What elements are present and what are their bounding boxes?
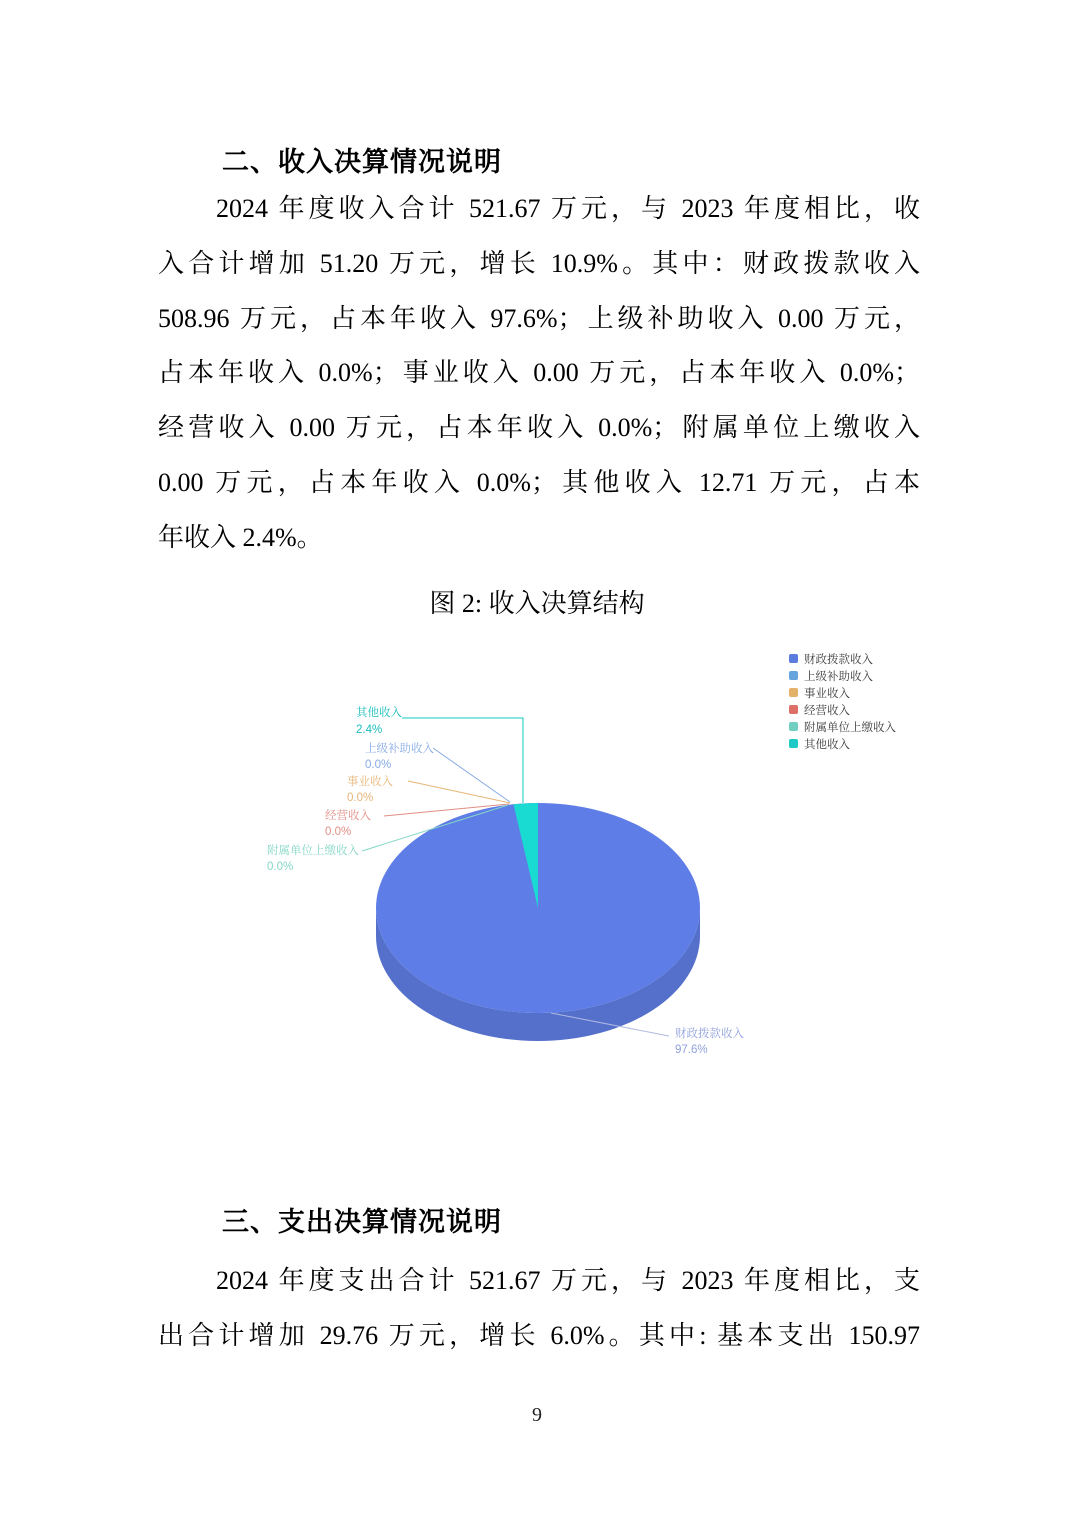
legend-item-operating-income bbox=[789, 704, 896, 715]
pie-label-operating-income-pct: 0.0% bbox=[325, 826, 352, 838]
income-paragraph-line: 0.00 万元，占本年收入 0.0%；其他收入 12.71 万元，占本 bbox=[158, 468, 920, 497]
legend-label: 财政拨款收入 bbox=[804, 653, 873, 666]
page-number: 9 bbox=[532, 1404, 542, 1426]
legend-item-fiscal-appropriation bbox=[789, 653, 896, 664]
pie-label-operating-income: 经营收入 bbox=[325, 810, 371, 822]
legend-label: 附属单位上缴收入 bbox=[804, 721, 896, 734]
legend-item-business-income bbox=[789, 687, 896, 698]
section-income-heading: 二、收入决算情况说明 bbox=[222, 147, 502, 177]
legend-swatch bbox=[789, 705, 798, 714]
legend-label: 上级补助收入 bbox=[804, 670, 873, 683]
leader-line-business-income bbox=[408, 781, 510, 803]
legend-swatch bbox=[789, 671, 798, 680]
legend-item-other-income bbox=[789, 738, 896, 749]
legend-swatch bbox=[789, 739, 798, 748]
income-paragraph-line: 2024 年度收入合计 521.67 万元，与 2023 年度相比，收 bbox=[216, 194, 920, 223]
income-paragraph-line: 年收入 2.4%。 bbox=[158, 523, 323, 552]
expense-paragraph-line: 2024 年度支出合计 521.67 万元，与 2023 年度相比，支 bbox=[216, 1266, 920, 1295]
income-paragraph-line: 入合计增加 51.20 万元，增长 10.9%。其中：财政拨款收入 bbox=[158, 249, 920, 278]
legend-swatch bbox=[789, 722, 798, 731]
legend-item-superior-subsidy bbox=[789, 670, 896, 681]
legend-swatch bbox=[789, 654, 798, 663]
pie-label-fiscal-appropriation-pct: 97.6% bbox=[675, 1044, 708, 1056]
income-paragraph-line: 经营收入 0.00 万元，占本年收入 0.0%；附属单位上缴收入 bbox=[158, 413, 920, 442]
leader-line-superior-subsidy bbox=[433, 748, 510, 802]
income-paragraph-line: 占本年收入 0.0%；事业收入 0.00 万元，占本年收入 0.0%； bbox=[158, 358, 920, 387]
legend-label: 事业收入 bbox=[804, 687, 850, 700]
pie-label-superior-subsidy: 上级补助收入 bbox=[365, 743, 434, 755]
pie-label-business-income-pct: 0.0% bbox=[347, 792, 374, 804]
leader-line-other-income bbox=[402, 718, 523, 803]
expense-paragraph-line: 出合计增加 29.76 万元，增长 6.0%。其中: 基本支出 150.97 bbox=[158, 1321, 920, 1350]
section-expense-heading: 三、支出决算情况说明 bbox=[222, 1207, 502, 1237]
pie-label-other-income: 其他收入 bbox=[356, 707, 402, 719]
figure-caption: 图 2: 收入决算结构 bbox=[429, 589, 645, 618]
pie-label-fiscal-appropriation: 财政拨款收入 bbox=[675, 1028, 744, 1040]
legend-label: 其他收入 bbox=[804, 738, 850, 751]
pie-label-affiliated-income: 附属单位上缴收入 bbox=[267, 845, 359, 857]
pie-label-other-income-pct: 2.4% bbox=[356, 724, 383, 736]
chart-legend bbox=[789, 653, 896, 755]
pie-chart-canvas bbox=[0, 635, 1074, 1095]
legend-item-affiliated-income bbox=[789, 721, 896, 732]
income-pie-chart bbox=[0, 635, 1074, 1095]
legend-swatch bbox=[789, 688, 798, 697]
income-paragraph-line: 508.96 万元，占本年收入 97.6%；上级补助收入 0.00 万元， bbox=[158, 304, 920, 333]
pie-label-affiliated-income-pct: 0.0% bbox=[267, 861, 294, 873]
pie-label-business-income: 事业收入 bbox=[347, 776, 393, 788]
pie-label-superior-subsidy-pct: 0.0% bbox=[365, 759, 392, 771]
legend-label: 经营收入 bbox=[804, 704, 850, 717]
